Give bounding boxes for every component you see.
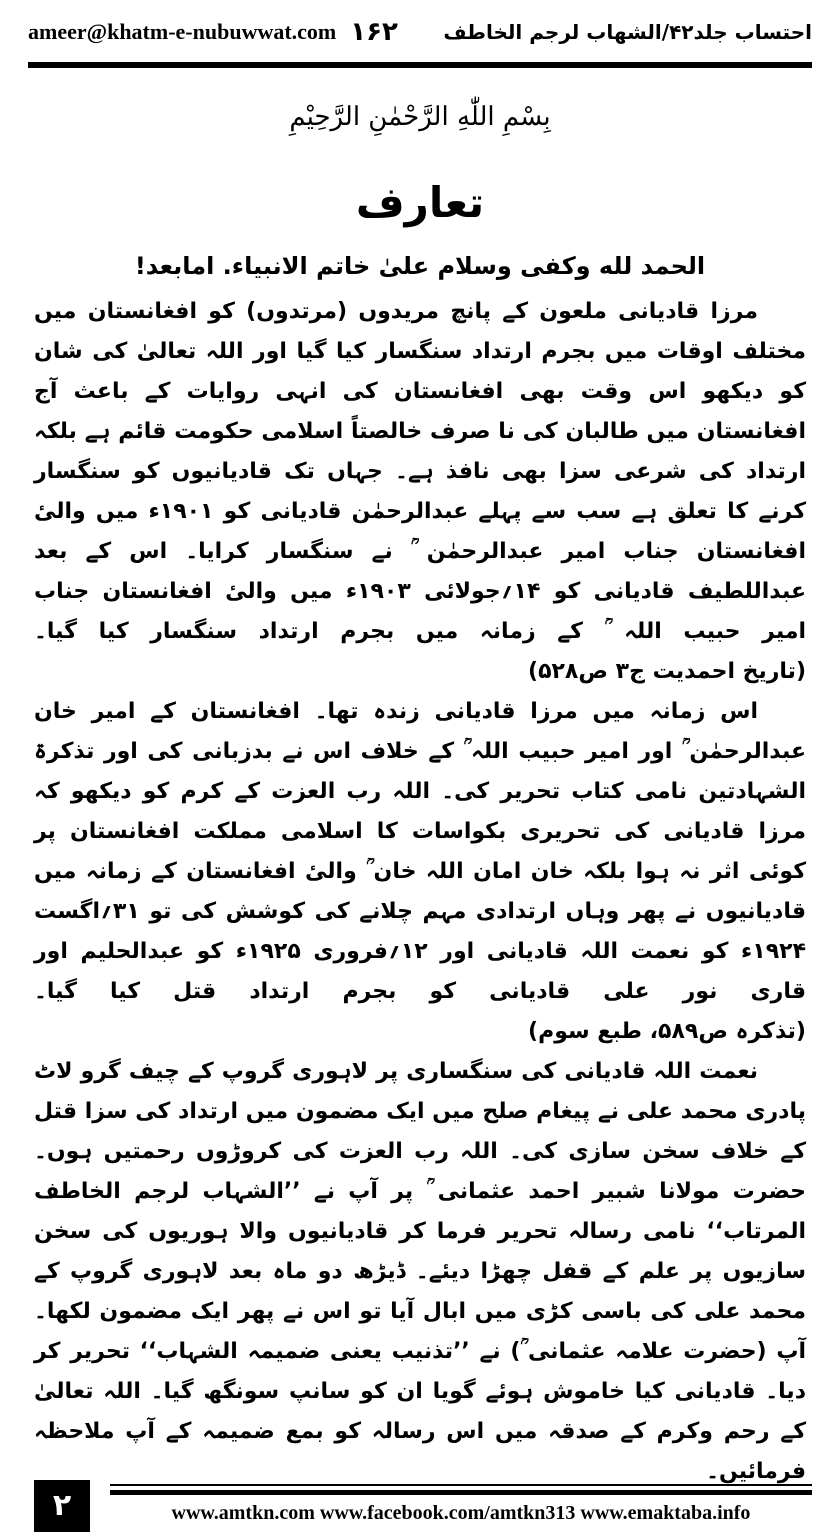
- page-header: [28, 14, 812, 50]
- paragraph-2: [34, 692, 806, 1052]
- paragraph-2-citation: (تذکرہ ص۵۸۹، طبع سوم): [528, 1019, 806, 1044]
- footer-links: www.amtkn.com www.facebook.com/amtkn313 www.emaktaba.info: [171, 1502, 751, 1524]
- header-page-number: ۱۶۲: [350, 17, 398, 47]
- header-rule: [28, 62, 812, 68]
- paragraph-3-text: نعمت اللہ قادیانی کی سنگساری پر لاہوری گروپ کے چیف گرو لاٹ پادری محمد علی نے پیغام صلح میں ایک مضمون میں ارتداد کی سزا قتل کے خلاف سخن سازی کی۔ اللہ رب العزت کی کروڑوں رحمتیں ہوں۔ حضرت مولانا شبیر احمد عثمانی ؒ پر آپ نے ’’الشہاب لرجم الخاطف المرتاب‘‘ نامی رسالہ تحریر فرما کر قادیانیوں والا ہوریوں کی سخن سازیوں پر علم کے قفل چھڑا دیئے۔ ڈیڑھ دو ماہ بعد لاہوری گروپ کے محمد علی کی باسی کڑی میں ابال آیا تو اس نے پھر ایک مضمون لکھا۔ آپ (حضرت علامہ عثمانی ؒ) نے ’’تذنیب یعنی ضمیمہ الشہاب‘‘ تحریر کر دیا۔ قادیانی کیا خاموش ہوئے گویا ان کو سانپ سونگھ گیا۔ اللہ تعالیٰ کے رحم وکرم کے صدقہ میں اس رسالہ کو بمع ضمیمہ کے آپ ملاحظہ فرمائیں۔: [34, 1059, 806, 1484]
- paragraph-1-citation: (تاریخ احمدیت ج۳ ص۵۲۸): [528, 659, 806, 684]
- page-title: تعارف: [355, 178, 485, 227]
- paragraph-1-text: مرزا قادیانی ملعون کے پانچ مریدوں (مرتدوں) کو افغانستان میں مختلف اوقات میں بجرم ارتداد سنگسار کیا گیا اور اللہ تعالیٰ کی شان کو دیکھو اس وقت بھی افغانستان کی انہی روایات کے باعث آج افغانستان میں طالبان کی نا صرف خالصتاً اسلامی حکومت قائم ہے بلکہ ارتداد کی شرعی سزا بھی نافذ ہے۔ جہاں تک قادیانیوں کو سنگسار کرنے کا تعلق ہے سب سے پہلے عبدالرحمٰن قادیانی کو ۱۹۰۱ء میں والیٔ افغانستان جناب امیر عبدالرحمٰن ؒ نے سنگسار کرایا۔ اس کے بعد عبداللطیف قادیانی کو ۱۴؍جولائی ۱۹۰۳ء میں والیٔ افغانستان جناب امیر حبیب اللہ ؒ کے زمانہ میں بجرم ارتداد سنگسار کیا گیا۔: [34, 299, 806, 644]
- paragraph-3: [34, 1052, 806, 1492]
- footer-rule-thick: [110, 1490, 812, 1495]
- header-book-title: احتساب جلد۴۲/الشهاب لرجم الخاطف: [443, 20, 812, 44]
- footer-rule-thin: [110, 1484, 812, 1486]
- bismillah: بِسْمِ اللّٰهِ الرَّحْمٰنِ الرَّحِیْمِ: [289, 102, 551, 132]
- paragraph-1: [34, 292, 806, 692]
- footer-page-number: ۲: [34, 1480, 90, 1532]
- header-email: ameer@khatm-e-nubuwwat.com: [28, 19, 337, 44]
- header-left: [28, 17, 398, 47]
- body-text: [34, 292, 806, 1492]
- salutation: الحمد لله وكفى وسلام علىٰ خاتم الانبياء. امابعد!: [134, 252, 706, 280]
- paragraph-2-text: اس زمانہ میں مرزا قادیانی زندہ تھا۔ افغانستان کے امیر خان عبدالرحمٰن ؒ اور امیر حبیب اللہ ؒ کے خلاف اس نے بدزبانی کی اور تذکرۃ الشہادتین نامی کتاب تحریر کی۔ اللہ رب العزت کے کرم کو دیکھو کہ مرزا قادیانی کی تحریری بکواسات کا اسلامی مملکت افغانستان پر کوئی اثر نہ ہوا بلکہ خان امان اللہ خان ؒ والیٔ افغانستان کے زمانہ میں قادیانیوں نے پھر وہاں ارتدادی مہم چلانے کی کوشش کی تو ۳۱؍اگست ۱۹۲۴ء کو نعمت اللہ قادیانی اور ۱۲؍فروری ۱۹۲۵ء کو عبدالحلیم اور قاری نور علی قادیانی کو بجرم ارتداد قتل کیا گیا۔: [34, 699, 806, 1004]
